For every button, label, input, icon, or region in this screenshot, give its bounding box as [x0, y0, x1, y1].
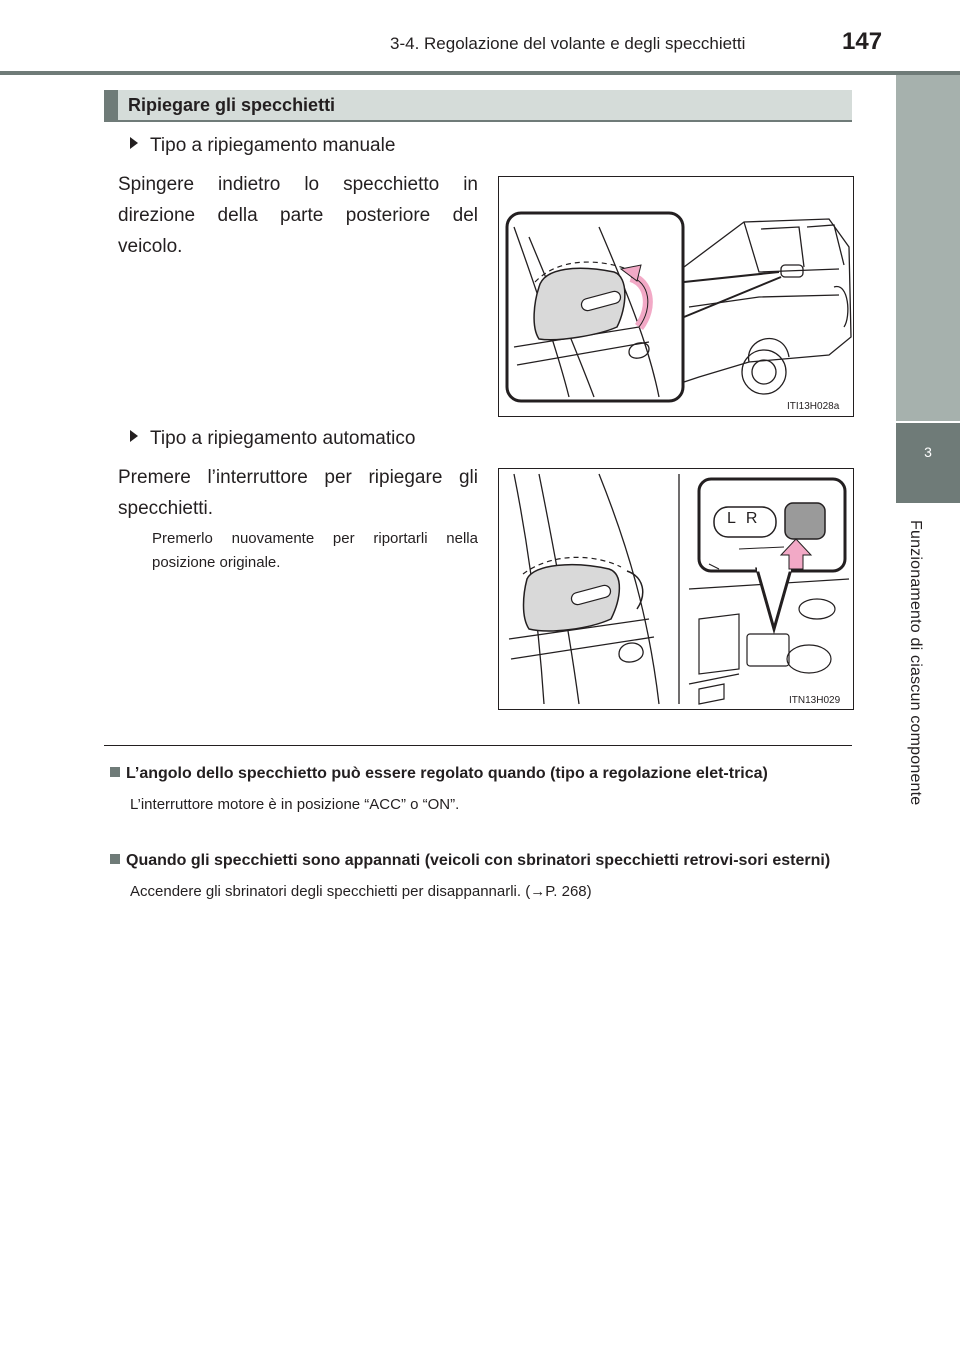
square-bullet-icon	[110, 854, 120, 864]
automatic-subtext: Premerlo nuovamente per riportarli nella posizione originale.	[152, 530, 478, 571]
manual-fold-figure	[498, 176, 854, 417]
manual-figure-code: ITI13H028a	[787, 401, 840, 412]
notes-divider	[104, 745, 852, 746]
chapter-tab	[896, 423, 960, 503]
automatic-heading-label: Tipo a ripiegamento automatico	[150, 428, 416, 449]
chapter-number: 3	[924, 444, 932, 460]
automatic-fold-illustration	[499, 469, 853, 709]
header-title: 3-4. Regolazione del volante e degli specchietti	[390, 34, 746, 53]
manual-heading-label: Tipo a ripiegamento manuale	[150, 135, 396, 156]
section-header-accent	[104, 90, 118, 122]
chapter-title: Funzionamento di ciascun componente	[907, 520, 924, 806]
page-number: 147	[842, 28, 883, 55]
chapter-tab-bar	[896, 75, 960, 421]
note-1-body: L’interruttore motore è in posizione “ACC” o “ON”.	[130, 796, 460, 813]
arrow-right-icon	[130, 430, 138, 442]
arrow-right-icon	[130, 137, 138, 149]
automatic-heading	[130, 428, 415, 450]
switch-label-l: L	[727, 510, 746, 527]
manual-fold-illustration	[499, 177, 853, 416]
manual-text: Spingere indietro lo specchietto in direzione della parte posteriore del veicolo.	[118, 174, 478, 257]
note-2-heading	[110, 849, 852, 873]
section-title: Ripiegare gli specchietti	[128, 95, 336, 115]
automatic-text: Premere l’interruttore per ripiegare gli specchietti.	[118, 467, 478, 519]
square-bullet-icon	[110, 767, 120, 777]
note-1	[110, 762, 852, 816]
note-1-heading	[110, 762, 852, 786]
note-1-heading-text: L’angolo dello specchietto può essere regolato quando (tipo a regolazione elet-trica)	[126, 765, 768, 782]
note-2-heading-text: Quando gli specchietti sono appannati (veicoli con sbrinatori specchietti retrovi-sori esterni)	[126, 852, 831, 869]
note-2-body: Accendere gli sbrinatori degli specchietti per disappannarli. (→P. 268)	[130, 883, 592, 900]
note-2	[110, 849, 852, 903]
header-rule	[0, 71, 960, 75]
automatic-figure-code: ITN13H029	[789, 695, 841, 706]
automatic-fold-figure	[498, 468, 854, 710]
switch-label-r: R	[745, 510, 768, 527]
manual-heading	[130, 135, 395, 157]
switch-lr-label	[727, 510, 777, 528]
